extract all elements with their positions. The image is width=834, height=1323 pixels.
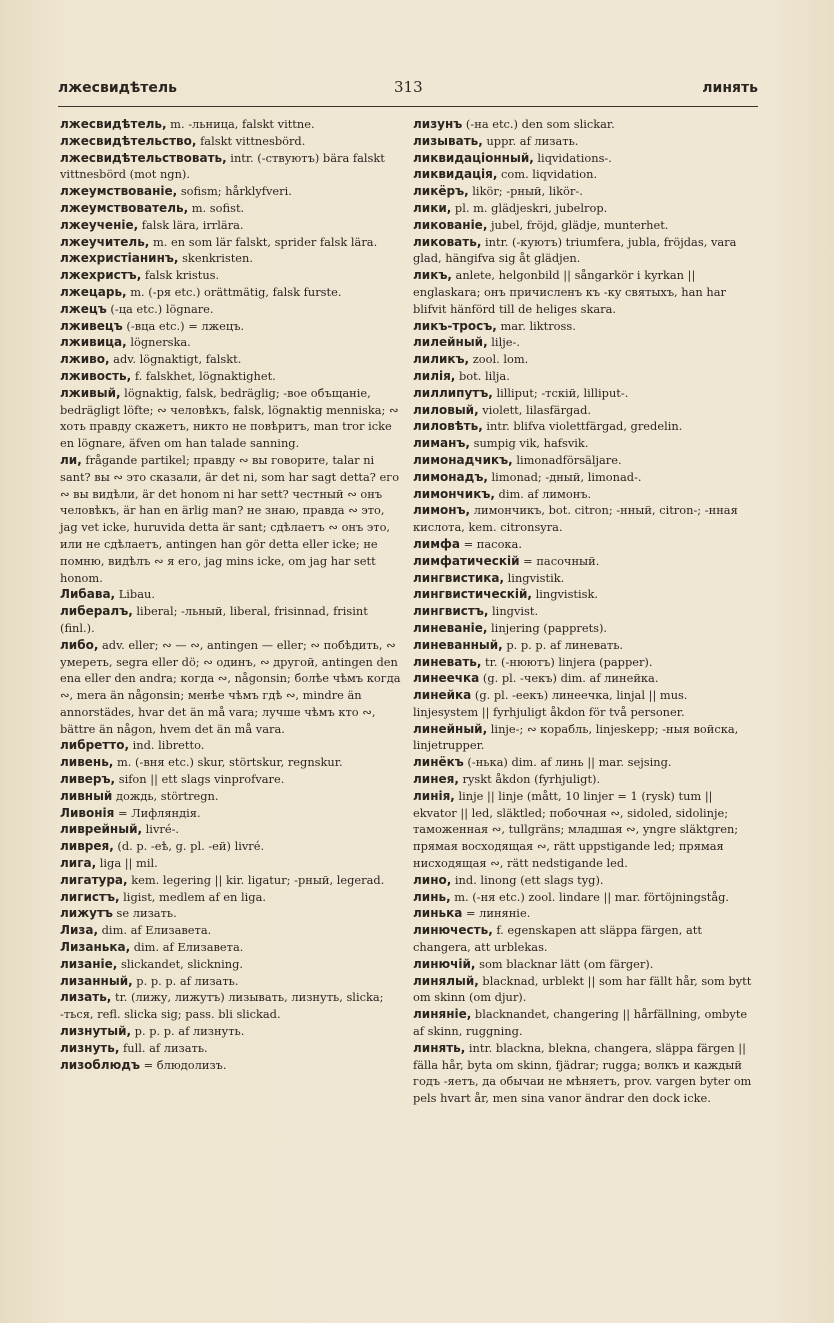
entry-definition: lingvistisk. bbox=[531, 587, 598, 602]
entry-headword: ликъ-тросъ, bbox=[413, 318, 497, 333]
entry-headword: линючій, bbox=[413, 956, 476, 971]
header-rule bbox=[58, 106, 758, 107]
dictionary-entry bbox=[60, 1040, 403, 1057]
entry-headword: ливеръ, bbox=[60, 772, 116, 787]
dictionary-entry bbox=[413, 771, 756, 788]
entry-headword: лжесвидѣтельствовать, bbox=[60, 150, 227, 165]
dictionary-entry bbox=[60, 805, 403, 822]
entry-definition: f. falskhet, lögnaktighet. bbox=[131, 368, 276, 383]
dictionary-entry bbox=[413, 620, 756, 637]
entry-definition: ind. libretto. bbox=[129, 738, 205, 753]
entry-headword: ливрея, bbox=[60, 839, 114, 854]
entry-headword: линька bbox=[413, 906, 463, 921]
entry-definition: sifon || ett slags vinprofvare. bbox=[115, 772, 285, 787]
entry-definition: som blacknar lätt (om färger). bbox=[475, 956, 654, 971]
entry-definition: violett, lilasfärgad. bbox=[478, 402, 592, 417]
dictionary-entry bbox=[60, 586, 403, 603]
entry-definition: sofism; hårklyfveri. bbox=[177, 184, 292, 199]
entry-headword: либо, bbox=[60, 637, 99, 652]
dictionary-entry bbox=[413, 452, 756, 469]
entry-headword: лимонадъ, bbox=[413, 469, 488, 484]
entry-headword: линеванный, bbox=[413, 637, 503, 652]
dictionary-entry bbox=[413, 502, 756, 536]
entry-headword: лиликъ, bbox=[413, 352, 470, 367]
entry-definition: livré-. bbox=[142, 822, 180, 837]
entry-definition: linje || linje (mått, 10 linjer = 1 (rysk) tum || ekvator || led, släktled; побочная ∾, sidoled, sidolinje; таможенная ∾, tullgräns; младшая ∾, yngre släktgren; прямая восходящая ∾, rätt uppstigande led; прямая нисходящая ∾, rätt nedstigande led. bbox=[413, 788, 739, 871]
entry-headword: лижутъ bbox=[60, 906, 113, 921]
dictionary-entry bbox=[60, 150, 403, 184]
dictionary-entry bbox=[60, 334, 403, 351]
dictionary-entry bbox=[413, 351, 756, 368]
entry-definition: = Лифляндія. bbox=[114, 805, 201, 820]
entry-definition: (g. pl. -еекъ) линеечка, linjal || mus. linjesystem || fyrhjuligt åkdon för två personer. bbox=[413, 688, 688, 719]
entry-headword: линёкъ bbox=[413, 755, 464, 770]
dictionary-entry bbox=[60, 1057, 403, 1074]
entry-definition: m. (-вня etc.) skur, störtskur, regnskur. bbox=[113, 755, 343, 770]
entry-headword: линія, bbox=[413, 788, 455, 803]
entry-definition: (-нька) dim. af линь || mar. sejsing. bbox=[463, 755, 672, 770]
entry-headword: линеваніе, bbox=[413, 620, 488, 635]
dictionary-entry bbox=[60, 973, 403, 990]
entry-definition: lögnerska. bbox=[126, 335, 191, 350]
entry-headword: лжецарь, bbox=[60, 284, 127, 299]
dictionary-entry bbox=[413, 133, 756, 150]
dictionary-entry bbox=[60, 855, 403, 872]
entry-headword: лизунъ bbox=[413, 117, 463, 131]
entry-headword: лизать, bbox=[60, 990, 112, 1005]
dictionary-entry bbox=[413, 1040, 756, 1107]
entry-headword: лимонъ, bbox=[413, 503, 471, 518]
dictionary-entry bbox=[413, 687, 756, 721]
dictionary-entry bbox=[413, 418, 756, 435]
entry-definition: ind. linong (ett slags tyg). bbox=[451, 872, 604, 887]
entry-definition: lilje-. bbox=[487, 335, 520, 350]
dictionary-entry bbox=[413, 956, 756, 973]
entry-definition: anlete, helgonbild || sångarkör i kyrkan || englaskara; онъ причисленъ къ -ку святыхъ, han har blifvit hänförd till de heliges skara. bbox=[413, 268, 726, 316]
dictionary-entry bbox=[60, 872, 403, 889]
entry-headword: лживость, bbox=[60, 368, 132, 383]
dictionary-entry bbox=[413, 435, 756, 452]
dictionary-entry bbox=[413, 586, 756, 603]
entry-headword: линять, bbox=[413, 1040, 466, 1055]
entry-headword: линейный, bbox=[413, 721, 488, 736]
entry-headword: лжеумствованіе, bbox=[60, 184, 178, 199]
entry-headword: лизывать, bbox=[413, 133, 483, 148]
dictionary-entry bbox=[413, 368, 756, 385]
entry-headword: лжехристъ, bbox=[60, 268, 142, 283]
entry-headword: лилейный, bbox=[413, 335, 488, 350]
dictionary-entry bbox=[60, 838, 403, 855]
entry-headword: ликованіе, bbox=[413, 217, 488, 232]
entry-definition: likör; -рный, likör-. bbox=[468, 184, 583, 199]
dictionary-entry bbox=[413, 234, 756, 268]
dictionary-entry bbox=[60, 267, 403, 284]
entry-definition: limonad; -дный, limonad-. bbox=[487, 469, 642, 484]
entry-definition: p. p. p. af линевать. bbox=[502, 637, 624, 652]
entry-headword: лжесвидѣтель, bbox=[60, 117, 167, 131]
entry-headword: лига, bbox=[60, 856, 97, 871]
entry-headword: лингвистика, bbox=[413, 570, 505, 585]
dictionary-entry bbox=[413, 334, 756, 351]
dictionary-entry bbox=[60, 116, 403, 133]
dictionary-entry bbox=[413, 200, 756, 217]
entry-definition: p. p. p. af лизнуть. bbox=[131, 1024, 245, 1039]
entry-headword: лиловѣть, bbox=[413, 419, 483, 434]
entry-definition: ligist, medlem af en liga. bbox=[119, 889, 266, 904]
dictionary-entry bbox=[60, 603, 403, 637]
dictionary-entry bbox=[60, 385, 403, 452]
entry-definition: com. liqvidation. bbox=[497, 167, 598, 182]
entry-headword: лимонадчикъ, bbox=[413, 452, 513, 467]
dictionary-entry bbox=[413, 754, 756, 771]
entry-headword: лингвистическій, bbox=[413, 587, 532, 602]
dictionary-entry bbox=[60, 368, 403, 385]
dictionary-entry bbox=[413, 872, 756, 889]
entry-definition: intr. blackna, blekna, changera, släppa färgen || fälla hår, byta om skinn, fjädrar; rugga; волкъ и каждый годъ -яетъ, да обычаи не мѣняетъ, prov. vargen byter om pels hvart år, men sina vanor ändrar den dock icke. bbox=[413, 1040, 752, 1106]
entry-definition: dim. af лимонъ. bbox=[494, 486, 592, 501]
entry-headword: лжесвидѣтельство, bbox=[60, 133, 197, 148]
dictionary-entry bbox=[60, 183, 403, 200]
entry-headword: линейка bbox=[413, 688, 472, 703]
dictionary-entry bbox=[413, 553, 756, 570]
dictionary-entry bbox=[413, 402, 756, 419]
entry-headword: лизоблюдъ bbox=[60, 1057, 140, 1072]
entry-definition: m. sofist. bbox=[188, 200, 245, 215]
entry-headword: ликовать, bbox=[413, 234, 482, 249]
entry-headword: ликвидація, bbox=[413, 167, 498, 182]
dictionary-entry bbox=[60, 939, 403, 956]
entry-definition: m. (-ня etc.) zool. lindare || mar. förtöjningståg. bbox=[450, 889, 730, 904]
entry-headword: лимфатическій bbox=[413, 553, 520, 568]
entry-definition: liberal; -льный, liberal, frisinnad, frisint (finl.). bbox=[60, 604, 368, 635]
dictionary-entry bbox=[413, 166, 756, 183]
entry-definition: linjering (papprets). bbox=[487, 620, 608, 635]
dictionary-entry bbox=[413, 469, 756, 486]
dictionary-entry bbox=[60, 200, 403, 217]
entry-headword: лиловый, bbox=[413, 402, 479, 417]
dictionary-entry bbox=[60, 301, 403, 318]
dictionary-entry bbox=[60, 284, 403, 301]
entry-definition: linje-; ∾ корабль, linjeskepp; -ныя войска, linjetrupper. bbox=[413, 721, 739, 753]
dictionary-entry bbox=[60, 905, 403, 922]
dictionary-entry bbox=[413, 116, 756, 133]
entry-headword: лжехристіанинъ, bbox=[60, 251, 179, 266]
dictionary-entry bbox=[60, 217, 403, 234]
dictionary-entry bbox=[60, 452, 403, 586]
entry-definition: tr. (-нюютъ) linjera (papper). bbox=[481, 654, 653, 669]
entry-definition: limonadförsäljare. bbox=[512, 452, 622, 467]
entry-definition: uppr. af лизать. bbox=[482, 133, 579, 148]
entry-headword: ливрейный, bbox=[60, 822, 143, 837]
right-guide-word: линять bbox=[702, 80, 758, 96]
dictionary-entry bbox=[413, 183, 756, 200]
entry-headword: лингвистъ, bbox=[413, 604, 489, 619]
entry-definition: jubel, fröjd, glädje, munterhet. bbox=[487, 217, 669, 232]
entry-definition: f. egenskapen att släppa färgen, att changera, att urblekas. bbox=[413, 923, 702, 955]
dictionary-entry bbox=[60, 956, 403, 973]
entry-headword: лживица, bbox=[60, 335, 127, 350]
dictionary-entry bbox=[413, 670, 756, 687]
entry-headword: лживый, bbox=[60, 385, 121, 400]
entry-definition: intr. (-ствуютъ) bära falskt vittnesbörd (mot ngn). bbox=[60, 150, 385, 182]
entry-definition: dim. af Елизавета. bbox=[98, 923, 212, 938]
entry-headword: Лиза, bbox=[60, 923, 99, 938]
entry-headword: лигистъ, bbox=[60, 889, 120, 904]
entry-definition: p. p. p. af лизать. bbox=[132, 973, 239, 988]
entry-headword: лживо, bbox=[60, 352, 110, 367]
entry-headword: лизнуть, bbox=[60, 1040, 120, 1055]
entry-definition: blacknad, urblekt || som har fällt hår, som bytt om skinn (om djur). bbox=[413, 973, 752, 1005]
entry-headword: линевать, bbox=[413, 654, 482, 669]
entry-headword: линь, bbox=[413, 889, 451, 904]
dictionary-entry bbox=[413, 570, 756, 587]
entry-headword: лживецъ bbox=[60, 318, 123, 333]
entry-definition: tr. (лижу, лижутъ) лизывать, лизнуть, slicka; -ться, refl. slicka sig; pass. bli slickad. bbox=[60, 990, 384, 1022]
entry-headword: линючесть, bbox=[413, 923, 493, 938]
dictionary-entry bbox=[413, 654, 756, 671]
dictionary-entry bbox=[413, 788, 756, 872]
entry-definition: zool. lom. bbox=[469, 352, 529, 367]
dictionary-entry bbox=[413, 603, 756, 620]
entry-definition: (d. p. -eѣ, g. pl. -eй) livré. bbox=[113, 839, 265, 854]
entry-headword: либералъ, bbox=[60, 604, 133, 619]
entry-definition: frågande partikel; правду ∾ вы говорите, talar ni sant? вы ∾ это сказали, är det ni, som har sagt detta? его ∾ вы видѣли, är det honom ni har sett? честный ∾ онъ человѣкъ, är han en ärlig man? не знаю, правда ∾ это, jag vet icke, huruvida detta är sant; сдѣлаетъ ∾ онъ это, или не сдѣлаетъ, antingen han gör detta eller icke; не помню, видѣлъ ∾ я его, jag mins icke, om jag har sett honom. bbox=[60, 452, 400, 585]
dictionary-entry bbox=[413, 385, 756, 402]
entry-headword: лиманъ, bbox=[413, 436, 470, 451]
entry-definition: intr. blifva violettfärgad, gredelin. bbox=[482, 419, 683, 434]
entry-headword: лжеучитель, bbox=[60, 234, 150, 249]
entry-definition: (-ца etc.) lögnare. bbox=[106, 301, 214, 316]
entry-definition: lilliput; -тскій, lilliput-. bbox=[492, 385, 629, 400]
entry-definition: falskt vittnesbörd. bbox=[196, 133, 306, 148]
entry-definition: liqvidations-. bbox=[533, 150, 612, 165]
entry-definition: m. (-ря etc.) orättmätig, falsk furste. bbox=[126, 284, 342, 299]
dictionary-entry bbox=[60, 788, 403, 805]
entry-definition: = блюдолизъ. bbox=[139, 1057, 227, 1072]
entry-definition: falsk kristus. bbox=[141, 268, 220, 283]
running-header bbox=[58, 78, 758, 104]
dictionary-entry bbox=[60, 133, 403, 150]
dictionary-entry bbox=[413, 486, 756, 503]
entry-definition: falsk lära, irrlära. bbox=[138, 217, 244, 232]
entry-definition: intr. (-куютъ) triumfera, jubla, fröjdas, vara glad, hängifva sig åt glädjen. bbox=[413, 234, 737, 266]
dictionary-entry bbox=[60, 737, 403, 754]
entry-definition: bot. lilja. bbox=[455, 368, 510, 383]
entry-definition: mar. liktross. bbox=[496, 318, 576, 333]
dictionary-entry bbox=[413, 318, 756, 335]
dictionary-entry bbox=[60, 754, 403, 771]
entry-definition: blacknandet, changering || hårfällning, ombyte af skinn, ruggning. bbox=[413, 1007, 748, 1039]
entry-headword: лилія, bbox=[413, 368, 456, 383]
dictionary-entry bbox=[413, 905, 756, 922]
entry-headword: Либава, bbox=[60, 587, 116, 602]
entry-definition: (-на etc.) den som slickar. bbox=[462, 117, 615, 131]
entry-headword: лино, bbox=[413, 872, 452, 887]
entry-headword: ликъ, bbox=[413, 268, 452, 283]
entry-definition: дождь, störtregn. bbox=[112, 788, 219, 803]
left-guide-word: лжесвидѣтель bbox=[58, 80, 177, 96]
dictionary-entry bbox=[413, 217, 756, 234]
dictionary-entry bbox=[60, 250, 403, 267]
entry-definition: dim. af Елизавета. bbox=[130, 940, 244, 955]
entry-definition: лимончикъ, bot. citron; -нный, citron-; -нная кислота, kem. citronsyra. bbox=[413, 503, 738, 535]
dictionary-entry bbox=[60, 922, 403, 939]
entry-definition: = пасочный. bbox=[519, 553, 600, 568]
entry-headword: лжеученіе, bbox=[60, 217, 139, 232]
entry-headword: ликвидаціонный, bbox=[413, 150, 534, 165]
entry-definition: m. en som lär falskt, sprider falsk lära. bbox=[149, 234, 378, 249]
dictionary-entry bbox=[60, 318, 403, 335]
entry-headword: линеечка bbox=[413, 671, 480, 686]
entry-definition: skenkristen. bbox=[178, 251, 254, 266]
entry-headword: ликёръ, bbox=[413, 184, 469, 199]
entry-headword: линяніе, bbox=[413, 1007, 472, 1022]
dictionary-entry bbox=[413, 267, 756, 317]
dictionary-entry bbox=[60, 771, 403, 788]
dictionary-entry bbox=[60, 234, 403, 251]
entry-headword: лжецъ bbox=[60, 301, 107, 316]
dictionary-entry bbox=[413, 150, 756, 167]
dictionary-entry bbox=[413, 1006, 756, 1040]
entry-headword: лизнутый, bbox=[60, 1024, 132, 1039]
entry-definition: sumpig vik, hafsvik. bbox=[469, 436, 589, 451]
entry-headword: Ливонія bbox=[60, 805, 115, 820]
right-column bbox=[413, 116, 756, 1107]
page-number: 313 bbox=[394, 78, 423, 96]
entry-headword: ливень, bbox=[60, 755, 114, 770]
dictionary-entry bbox=[60, 1023, 403, 1040]
dictionary-entry bbox=[60, 821, 403, 838]
entry-headword: Лизанька, bbox=[60, 940, 131, 955]
left-column bbox=[60, 116, 403, 1073]
entry-definition: = линяніе. bbox=[462, 906, 531, 921]
dictionary-entry bbox=[413, 889, 756, 906]
entry-definition: = пасока. bbox=[460, 536, 522, 551]
entry-headword: либретто, bbox=[60, 738, 130, 753]
entry-definition: adv. eller; ∾ — ∾, antingen — eller; ∾ побѣдить, ∾ умереть, segra eller dö; ∾ одинъ, ∾ другой, antingen den ena eller den andra; когда ∾, någonsin; болѣе чѣмъ когда ∾, mera än någonsin; менѣе чѣмъ гдѣ ∾, mindre än annorstädes, hvar det än må vara; лучше чѣмъ кто ∾, bättre än någon, hvem det än må vara. bbox=[60, 637, 401, 736]
entry-definition: (-вца etc.) = лжецъ. bbox=[122, 318, 245, 333]
dictionary-entry bbox=[60, 989, 403, 1023]
dictionary-entry bbox=[413, 973, 756, 1007]
entry-definition: full. af лизать. bbox=[119, 1040, 208, 1055]
entry-headword: линея, bbox=[413, 772, 459, 787]
entry-headword: лики, bbox=[413, 200, 452, 215]
entry-definition: (g. pl. -чекъ) dim. af линейка. bbox=[479, 671, 659, 686]
entry-headword: лимончикъ, bbox=[413, 486, 495, 501]
entry-headword: линялый, bbox=[413, 973, 479, 988]
entry-headword: лиллипутъ, bbox=[413, 385, 493, 400]
dictionary-entry bbox=[413, 637, 756, 654]
dictionary-entry bbox=[413, 922, 756, 956]
dictionary-entry bbox=[60, 351, 403, 368]
entry-headword: лизаніе, bbox=[60, 956, 118, 971]
entry-definition: m. -льница, falskt vittne. bbox=[166, 117, 315, 131]
dictionary-entry bbox=[413, 536, 756, 553]
entry-definition: lingvist. bbox=[488, 604, 539, 619]
dictionary-entry bbox=[60, 889, 403, 906]
entry-headword: лизанный, bbox=[60, 973, 133, 988]
entry-definition: ryskt åkdon (fyrhjuligt). bbox=[458, 772, 601, 787]
entry-headword: лигатура, bbox=[60, 872, 128, 887]
entry-headword: ли, bbox=[60, 452, 82, 467]
dictionary-entry bbox=[413, 721, 756, 755]
dictionary-entry bbox=[60, 637, 403, 738]
entry-definition: adv. lögnaktigt, falskt. bbox=[109, 352, 242, 367]
entry-definition: kem. legering || kir. ligatur; -рный, legerad. bbox=[127, 872, 385, 887]
entry-definition: pl. m. glädjeskri, jubelrop. bbox=[451, 200, 608, 215]
entry-definition: lögnaktig, falsk, bedräglig; -вое объщаніе, bedrägligt löfte; ∾ человѣкъ, falsk, lögnaktig menniska; ∾ хоть правду скажетъ, никто не повѣритъ, man tror icke en lögnare, äfven om han talade sanning. bbox=[60, 385, 399, 451]
entry-definition: liga || mil. bbox=[96, 856, 158, 871]
entry-headword: лжеумствователь, bbox=[60, 200, 189, 215]
entry-headword: лимфа bbox=[413, 536, 461, 551]
entry-definition: slickandet, slickning. bbox=[117, 956, 244, 971]
entry-definition: lingvistik. bbox=[504, 570, 565, 585]
entry-definition: Libau. bbox=[115, 587, 155, 602]
entry-headword: ливный bbox=[60, 788, 113, 803]
entry-definition: se лизать. bbox=[112, 906, 177, 921]
